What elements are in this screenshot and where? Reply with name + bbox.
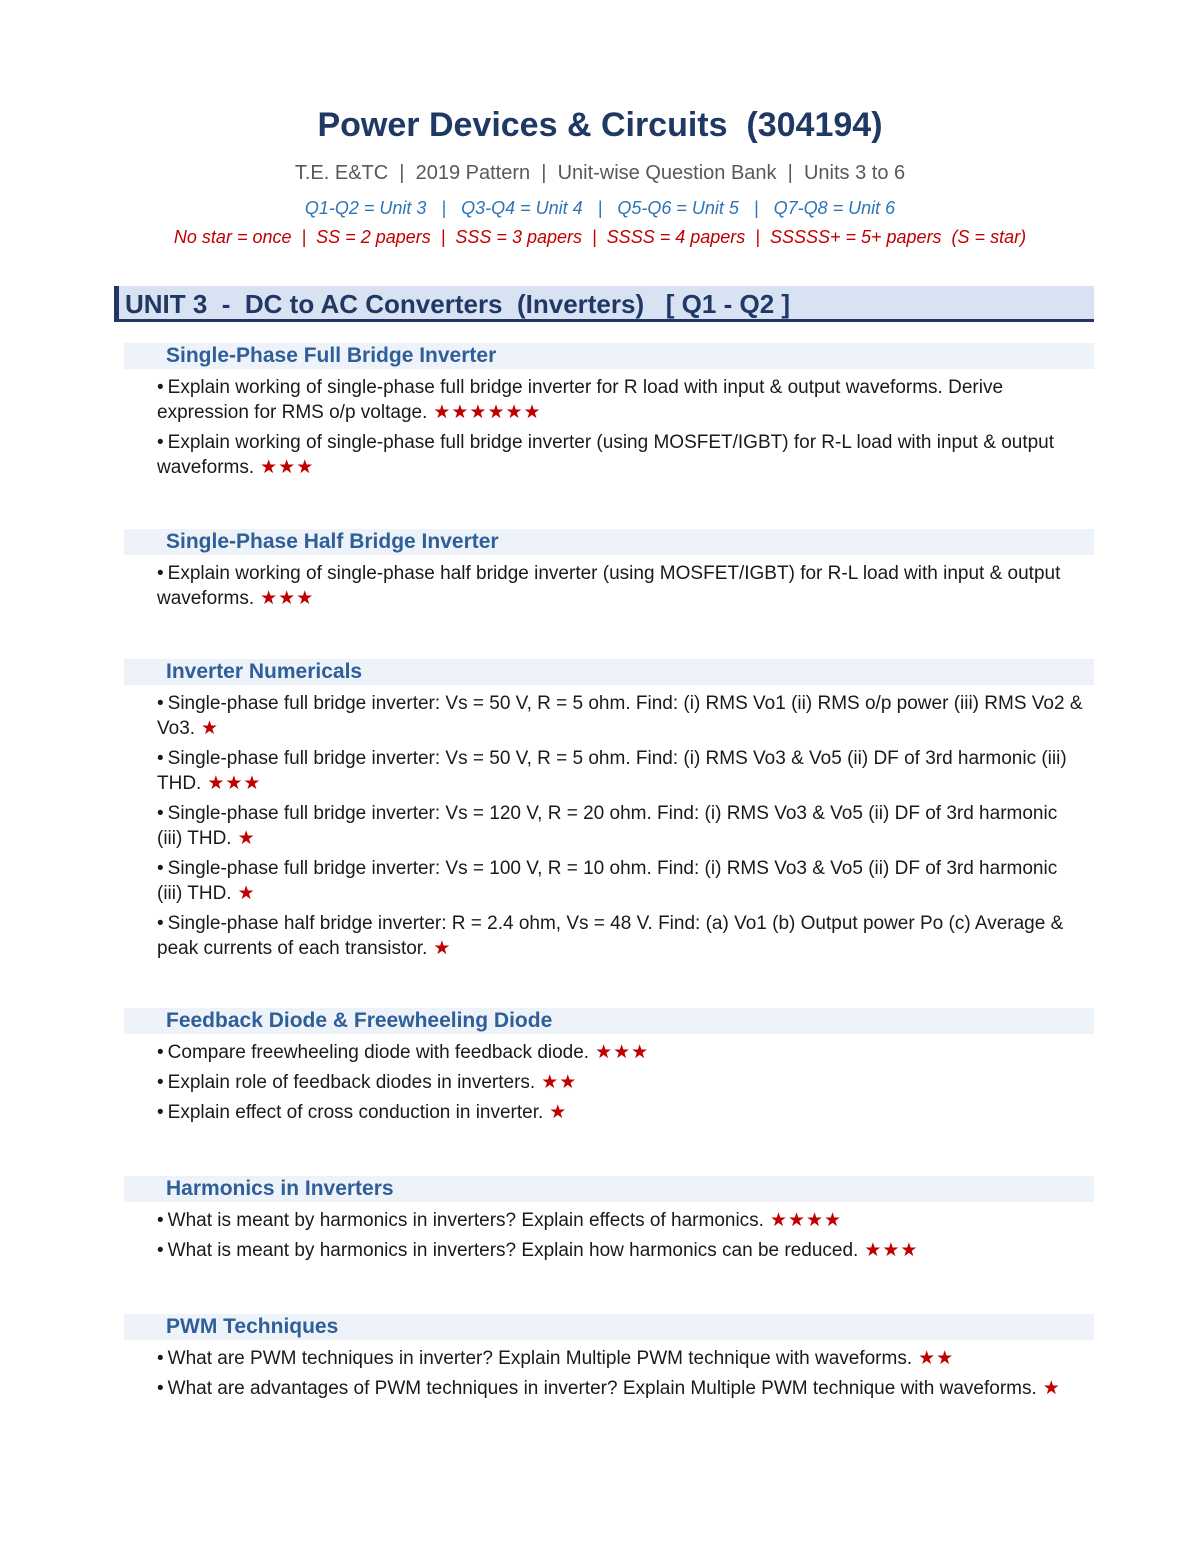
section-heading-bar [124,529,1094,555]
section-heading: Inverter Numericals [166,660,363,683]
section-heading: Feedback Diode & Freewheeling Diode [166,1009,553,1032]
star-rating-icon: ★ [1042,1378,1061,1399]
star-rating-icon: ★★★ [864,1240,919,1261]
section-heading: Single-Phase Half Bridge Inverter [166,530,499,553]
document-subtitle: T.E. E&TC | 2019 Pattern | Unit-wise Question Bank | Units 3 to 6 [294,162,906,184]
unit-title: UNIT 3 - DC to AC Converters (Inverters) [ Q1 - Q2 ] [125,289,791,319]
section [124,343,1094,485]
section [124,1314,1094,1406]
question-item [157,1376,1084,1401]
bullet-icon: • [157,1348,164,1369]
section-heading: Single-Phase Full Bridge Inverter [166,344,497,367]
bullet-icon: • [157,377,164,398]
question-text: Single-phase half bridge inverter: R = 2.4 ohm, Vs = 48 V. Find: (a) Vo1 (b) Output power Po (c) Average & peak currents of each transistor. [157,913,1064,959]
section-heading-bar [124,1314,1094,1340]
question-item [157,801,1084,851]
question-text: Explain working of single-phase half bridge inverter (using MOSFET/IGBT) for R-L load with input & output waveforms. [157,563,1061,609]
section-heading-bar [124,343,1094,369]
question-list [124,1040,1094,1125]
bullet-icon: • [157,1378,164,1399]
star-rating-icon: ★★★★★★ [433,402,542,423]
question-text: What is meant by harmonics in inverters? Explain effects of harmonics. [167,1210,764,1231]
question-text: Explain working of single-phase full bridge inverter (using MOSFET/IGBT) for R-L load with input & output waveforms. [157,432,1055,478]
question-item [157,856,1084,906]
bullet-icon: • [157,1102,164,1123]
star-rating-icon: ★★ [541,1072,578,1093]
question-text: Single-phase full bridge inverter: Vs = 100 V, R = 10 ohm. Find: (i) RMS Vo3 & Vo5 (ii) DF of 3rd harmonic (iii) THD. [157,858,1058,904]
question-item [157,1040,1084,1065]
bullet-icon: • [157,1072,164,1093]
question-item [157,1346,1084,1371]
question-text: What are advantages of PWM techniques in inverter? Explain Multiple PWM technique with waveforms. [167,1378,1037,1399]
star-rating-icon: ★ [237,883,256,904]
question-list [124,561,1094,611]
star-rating-icon: ★★ [918,1348,955,1369]
question-item [157,430,1084,480]
question-item [157,1070,1084,1095]
section-heading: PWM Techniques [166,1315,339,1338]
question-item [157,561,1084,611]
question-text: Explain working of single-phase full bridge inverter for R load with input & output waveforms. Derive expression for RMS o/p voltage. [157,377,1004,423]
bullet-icon: • [157,563,164,584]
section-heading-bar [124,659,1094,685]
star-rating-icon: ★ [549,1102,568,1123]
star-rating-icon: ★ [433,938,452,959]
bullet-icon: • [157,432,164,453]
question-text: Single-phase full bridge inverter: Vs = 50 V, R = 5 ohm. Find: (i) RMS Vo1 (ii) RMS o/p power (iii) RMS Vo2 & Vo3. [157,693,1083,739]
unit-heading-bar [114,286,1094,322]
section [124,1176,1094,1268]
section [124,529,1094,616]
star-rating-icon: ★ [237,828,256,849]
section [124,659,1094,966]
question-list [124,1346,1094,1401]
section-heading: Harmonics in Inverters [166,1177,394,1200]
question-item [157,1238,1084,1263]
question-item [157,691,1084,741]
star-rating-icon: ★★★ [207,773,262,794]
question-item [157,1208,1084,1233]
question-item [157,375,1084,425]
question-text: Single-phase full bridge inverter: Vs = 50 V, R = 5 ohm. Find: (i) RMS Vo3 & Vo5 (ii) DF of 3rd harmonic (iii) THD. [157,748,1067,794]
document-title: Power Devices & Circuits (304194) [317,106,883,144]
star-rating-icon: ★★★ [595,1042,650,1063]
question-text: What is meant by harmonics in inverters? Explain how harmonics can be reduced. [167,1240,859,1261]
bullet-icon: • [157,1240,164,1261]
question-list [124,1208,1094,1263]
question-text: Compare freewheeling diode with feedback diode. [167,1042,590,1063]
question-unit-map: Q1-Q2 = Unit 3 | Q3-Q4 = Unit 4 | Q5-Q6 = Unit 5 | Q7-Q8 = Unit 6 [304,198,896,218]
question-text: What are PWM techniques in inverter? Explain Multiple PWM technique with waveforms. [167,1348,913,1369]
question-list [124,375,1094,480]
bullet-icon: • [157,1210,164,1231]
question-text: Explain effect of cross conduction in inverter. [167,1102,544,1123]
star-rating-icon: ★★★★ [769,1210,843,1231]
question-text: Explain role of feedback diodes in inverters. [167,1072,536,1093]
question-item [157,911,1084,961]
star-rating-icon: ★ [201,718,220,739]
bullet-icon: • [157,803,164,824]
section-heading-bar [124,1176,1094,1202]
section-heading-bar [124,1008,1094,1034]
question-item [157,746,1084,796]
bullet-icon: • [157,858,164,879]
bullet-icon: • [157,913,164,934]
star-legend: No star = once | SS = 2 papers | SSS = 3 papers | SSSS = 4 papers | SSSSS+ = 5+ papers (S = star) [173,227,1027,247]
bullet-icon: • [157,748,164,769]
question-item [157,1100,1084,1125]
bullet-icon: • [157,693,164,714]
section [124,1008,1094,1130]
question-list [124,691,1094,961]
question-text: Single-phase full bridge inverter: Vs = 120 V, R = 20 ohm. Find: (i) RMS Vo3 & Vo5 (ii) DF of 3rd harmonic (iii) THD. [157,803,1058,849]
star-rating-icon: ★★★ [260,457,315,478]
bullet-icon: • [157,1042,164,1063]
star-rating-icon: ★★★ [260,588,315,609]
